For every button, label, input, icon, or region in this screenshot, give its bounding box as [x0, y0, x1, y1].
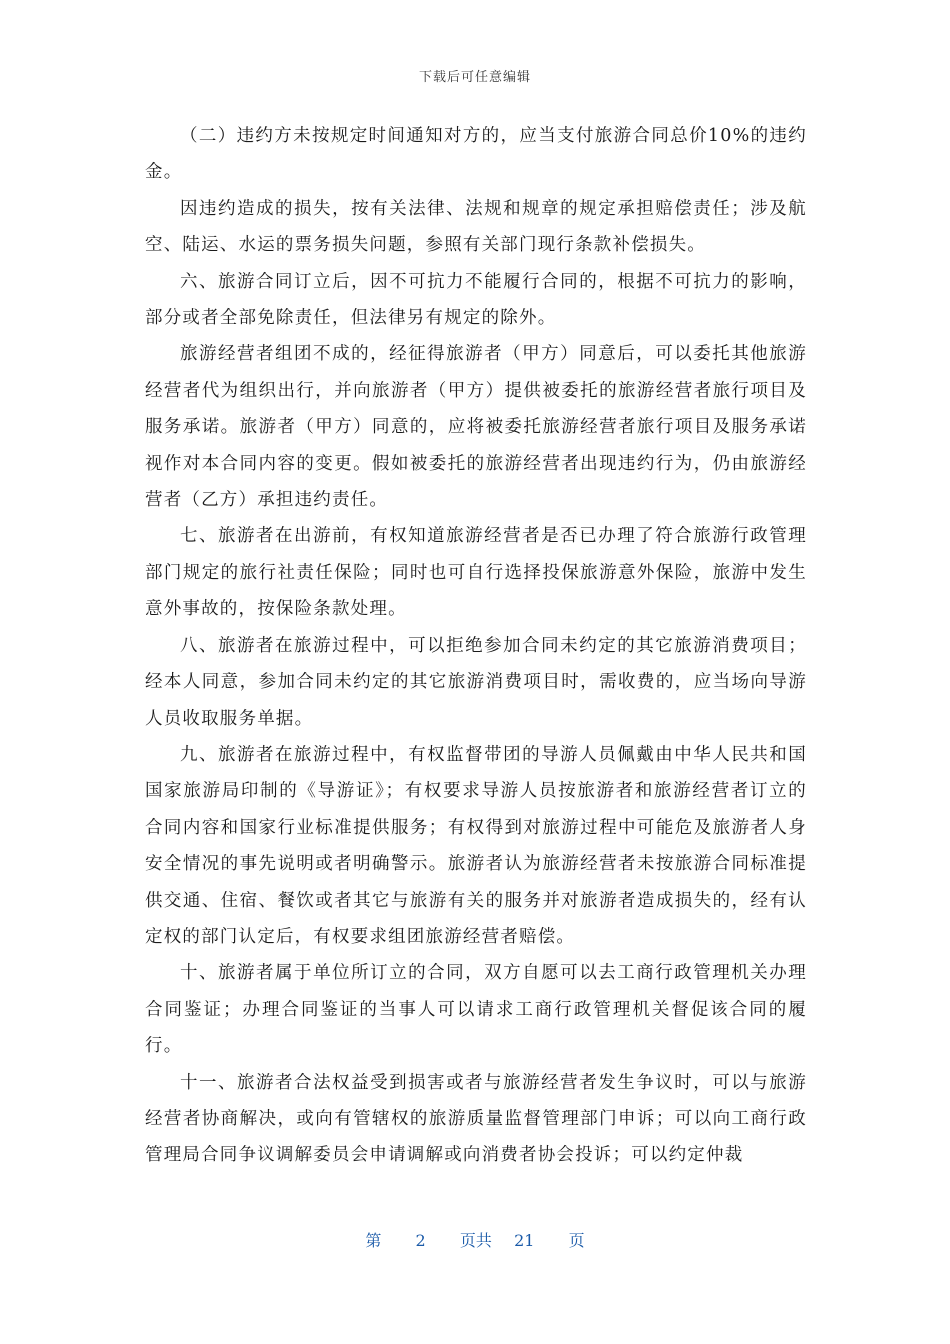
document-body — [145, 118, 807, 1174]
paragraph-supervision: 九、旅游者在旅游过程中，有权监督带团的导游人员佩戴由中华人民共和国国家旅游局印制的《导游证》；有权要求导游人员按旅游者和旅游经营者订立的合同内容和国家行业标准提供服务；有权得到对旅游过程中可能危及旅游者人身安全情况的事先说明或者明确警示。旅游者认为旅游经营者未按旅游合同标准提供交通、住宿、餐饮或者其它与旅游有关的服务并对旅游者造成损失的，经有认定权的部门认定后，有权要求组团旅游经营者赔偿。 — [145, 744, 807, 947]
footer-middle: 页共 — [459, 1231, 492, 1250]
paragraph-force-majeure: 六、旅游合同订立后，因不可抗力不能履行合同的，根据不可抗力的影响，部分或者全部免除责任，但法律另有规定的除外。 — [145, 271, 807, 329]
paragraph-breach-notice: （二）违约方未按规定时间通知对方的，应当支付旅游合同总价10%的违约金。 — [145, 126, 807, 183]
footer-total-pages: 21 — [514, 1231, 535, 1250]
footer-page-number: 2 — [415, 1231, 426, 1250]
paragraph-breach-losses: 因违约造成的损失，按有关法律、法规和规章的规定承担赔偿责任；涉及航空、陆运、水运的票务损失问题，参照有关部门现行条款补偿损失。 — [145, 198, 807, 256]
page-footer — [0, 1228, 950, 1251]
paragraph-extra-items: 八、旅游者在旅游过程中，可以拒绝参加合同未约定的其它旅游消费项目；经本人同意，参加合同未约定的其它旅游消费项目时，需收费的，应当场向导游人员收取服务单据。 — [145, 635, 807, 729]
paragraph-contract-verification: 十、旅游者属于单位所订立的合同，双方自愿可以去工商行政管理机关办理合同鉴证；办理合同鉴证的当事人可以请求工商行政管理机关督促该合同的履行。 — [145, 963, 807, 1057]
paragraph-disputes: 十一、旅游者合法权益受到损害或者与旅游经营者发生争议时，可以与旅游经营者协商解决，或向有管辖权的旅游质量监督管理部门申诉；可以向工商行政管理局合同争议调解委员会申请调解或向消费者协会投诉；可以约定仲裁 — [145, 1072, 807, 1166]
footer-prefix: 第 — [365, 1231, 382, 1250]
paragraph-delegation: 旅游经营者组团不成的，经征得旅游者（甲方）同意后，可以委托其他旅游经营者代为组织出行，并向旅游者（甲方）提供被委托的旅游经营者旅行项目及服务承诺。旅游者（甲方）同意的，应将被委托旅游经营者旅行项目及服务承诺视作对本合同内容的变更。假如被委托的旅游经营者出现违约行为，仍由旅游经营者（乙方）承担违约责任。 — [145, 344, 807, 511]
paragraph-insurance: 七、旅游者在出游前，有权知道旅游经营者是否已办理了符合旅游行政管理部门规定的旅行社责任保险；同时也可自行选择投保旅游意外保险，旅游中发生意外事故的，按保险条款处理。 — [145, 526, 807, 620]
footer-suffix: 页 — [568, 1231, 585, 1250]
page-header: 下载后可任意编辑 — [418, 70, 531, 85]
